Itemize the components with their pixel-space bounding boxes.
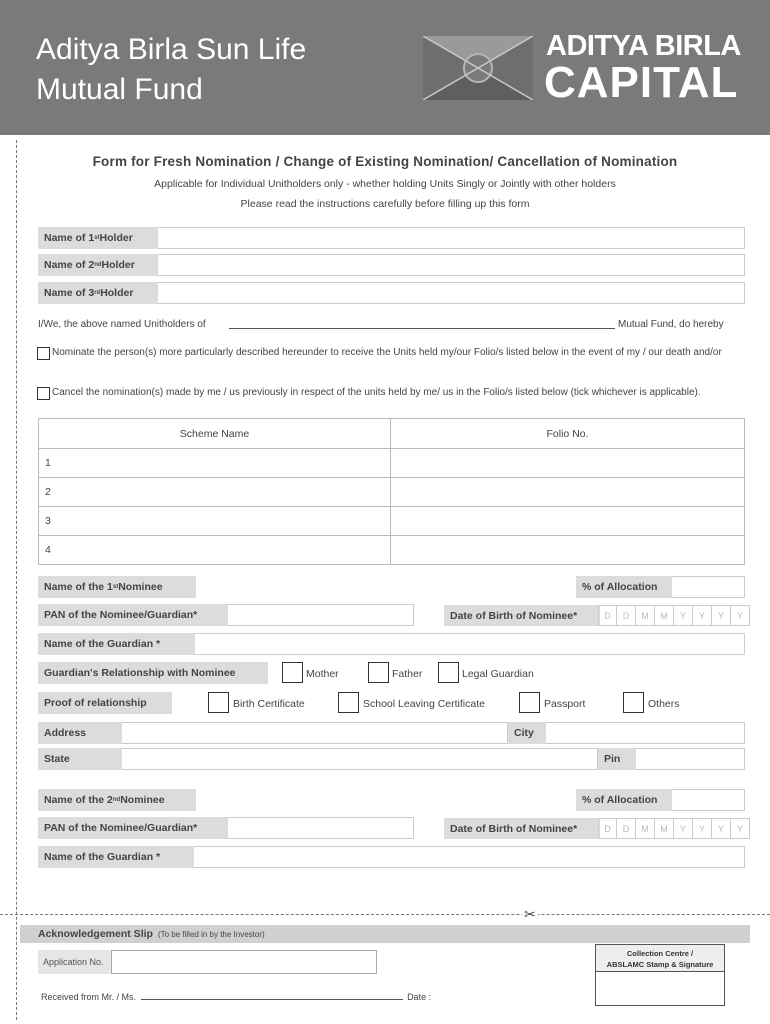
logo-wordmark-bottom: CAPITAL [544, 58, 739, 107]
tear-off-line [0, 914, 770, 915]
father-checkbox[interactable] [368, 662, 389, 683]
nominee-2-guardian-label: Name of the Guardian * [38, 846, 194, 868]
others-label: Others [648, 698, 680, 710]
received-from-row: Received from Mr. / Ms. Date : [41, 992, 432, 1002]
cancel-nomination-checkbox[interactable] [37, 387, 50, 400]
holder-1-label: Name of 1 st Holder [38, 227, 158, 249]
acknowledgement-header: Acknowledgement Slip (To be filled in by the Investor) [20, 925, 750, 943]
school-leaving-label: School Leaving Certificate [363, 698, 485, 710]
guardian-relationship-label: Guardian's Relationship with Nominee [38, 662, 268, 684]
birth-certificate-checkbox[interactable] [208, 692, 229, 713]
fund-title: Aditya Birla Sun Life Mutual Fund [36, 33, 307, 106]
proof-relationship-label: Proof of relationship [38, 692, 172, 714]
nominee-1-name-label: Name of the 1 st Nominee [38, 576, 196, 598]
city-input[interactable] [546, 722, 745, 744]
scheme-folio-table [38, 418, 745, 565]
folio-no-header: Folio No. [391, 419, 745, 449]
holder-2-label: Name of 2 nd Holder [38, 254, 158, 276]
scheme-name-header: Scheme Name [39, 419, 391, 449]
form-instructions-note: Please read the instructions carefully before filling up this form [240, 198, 530, 210]
collection-centre-stamp-box [595, 944, 725, 1006]
nominee-1-guardian-label: Name of the Guardian * [38, 633, 195, 655]
mother-option-label: Mother [306, 668, 339, 680]
left-dashed-border [16, 140, 17, 1020]
state-label: State [38, 748, 122, 770]
nominee-2-allocation-label: % of Allocation [576, 789, 672, 811]
nominee-1-pan-input[interactable] [228, 604, 414, 626]
application-no-input[interactable] [111, 950, 377, 974]
aditya-birla-logo-icon [423, 36, 533, 100]
mutual-fund-name-line[interactable] [229, 328, 615, 329]
pin-input[interactable] [636, 748, 745, 770]
nominee-1-dob-label: Date of Birth of Nominee* [444, 605, 600, 626]
passport-label: Passport [544, 698, 586, 710]
birth-certificate-label: Birth Certificate [233, 698, 305, 710]
nominate-option-text: Nominate the person(s) more particularly described hereunder to receive the Units held my/our Folio/s listed below in the event of my / our death and/or [52, 347, 722, 358]
pin-label: Pin [598, 748, 636, 770]
nominee-1-name-input[interactable] [196, 576, 576, 598]
address-label: Address [38, 722, 122, 744]
declaration-prefix: I/We, the above named Unitholders of [38, 319, 206, 330]
collection-centre-label: Collection Centre / ABSLAMC Stamp & Signature [596, 945, 724, 972]
application-no-label: Application No. [38, 950, 111, 974]
father-option-label: Father [392, 668, 423, 680]
table-row[interactable]: 3 [39, 507, 745, 536]
holder-3-label: Name of 3 rd Holder [38, 282, 158, 304]
nominee-1-allocation-label: % of Allocation [576, 576, 672, 598]
nominee-2-name-label: Name of the 2 nd Nominee [38, 789, 196, 811]
received-from-line[interactable] [141, 999, 403, 1000]
nominee-2-pan-input[interactable] [228, 817, 414, 839]
form-subtitle: Applicable for Individual Unitholders only - whether holding Units Singly or Jointly with other holders [154, 178, 616, 190]
address-input[interactable] [122, 722, 508, 744]
cancel-option-text: Cancel the nomination(s) made by me / us previously in respect of the units held by me/ us in the Folio/s listed below (tick whichever is applicable). [52, 387, 701, 398]
table-row[interactable]: 4 [39, 536, 745, 565]
nominate-checkbox[interactable] [37, 347, 50, 360]
school-leaving-checkbox[interactable] [338, 692, 359, 713]
nominee-1-pan-label: PAN of the Nominee/Guardian* [38, 604, 228, 626]
others-checkbox[interactable] [623, 692, 644, 713]
nominee-2-guardian-input[interactable] [194, 846, 745, 868]
passport-checkbox[interactable] [519, 692, 540, 713]
nominee-2-allocation-input[interactable] [672, 789, 745, 811]
table-row[interactable]: 1 [39, 449, 745, 478]
holder-3-input[interactable] [158, 282, 745, 304]
header-banner [0, 0, 770, 135]
holder-1-input[interactable] [158, 227, 745, 249]
legal-guardian-option-label: Legal Guardian [462, 668, 534, 680]
nominee-1-dob-input[interactable]: D D M M Y Y Y Y [598, 605, 750, 626]
city-label: City [508, 722, 546, 744]
nominee-1-guardian-input[interactable] [195, 633, 745, 655]
table-row[interactable]: 2 [39, 478, 745, 507]
declaration-suffix: Mutual Fund, do hereby [618, 319, 724, 330]
nominee-2-name-input[interactable] [196, 789, 576, 811]
legal-guardian-checkbox[interactable] [438, 662, 459, 683]
form-title: Form for Fresh Nomination / Change of Existing Nomination/ Cancellation of Nomination [92, 154, 678, 169]
nominee-1-allocation-input[interactable] [672, 576, 745, 598]
scissors-icon: ✂ [524, 906, 536, 922]
nominee-2-pan-label: PAN of the Nominee/Guardian* [38, 817, 228, 839]
state-input[interactable] [122, 748, 598, 770]
holder-2-input[interactable] [158, 254, 745, 276]
logo-wordmark-top: ADITYA BIRLA [546, 30, 741, 62]
nominee-2-dob-input[interactable]: D D M M Y Y Y Y [598, 818, 750, 839]
nominee-2-dob-label: Date of Birth of Nominee* [444, 818, 600, 839]
mother-checkbox[interactable] [282, 662, 303, 683]
